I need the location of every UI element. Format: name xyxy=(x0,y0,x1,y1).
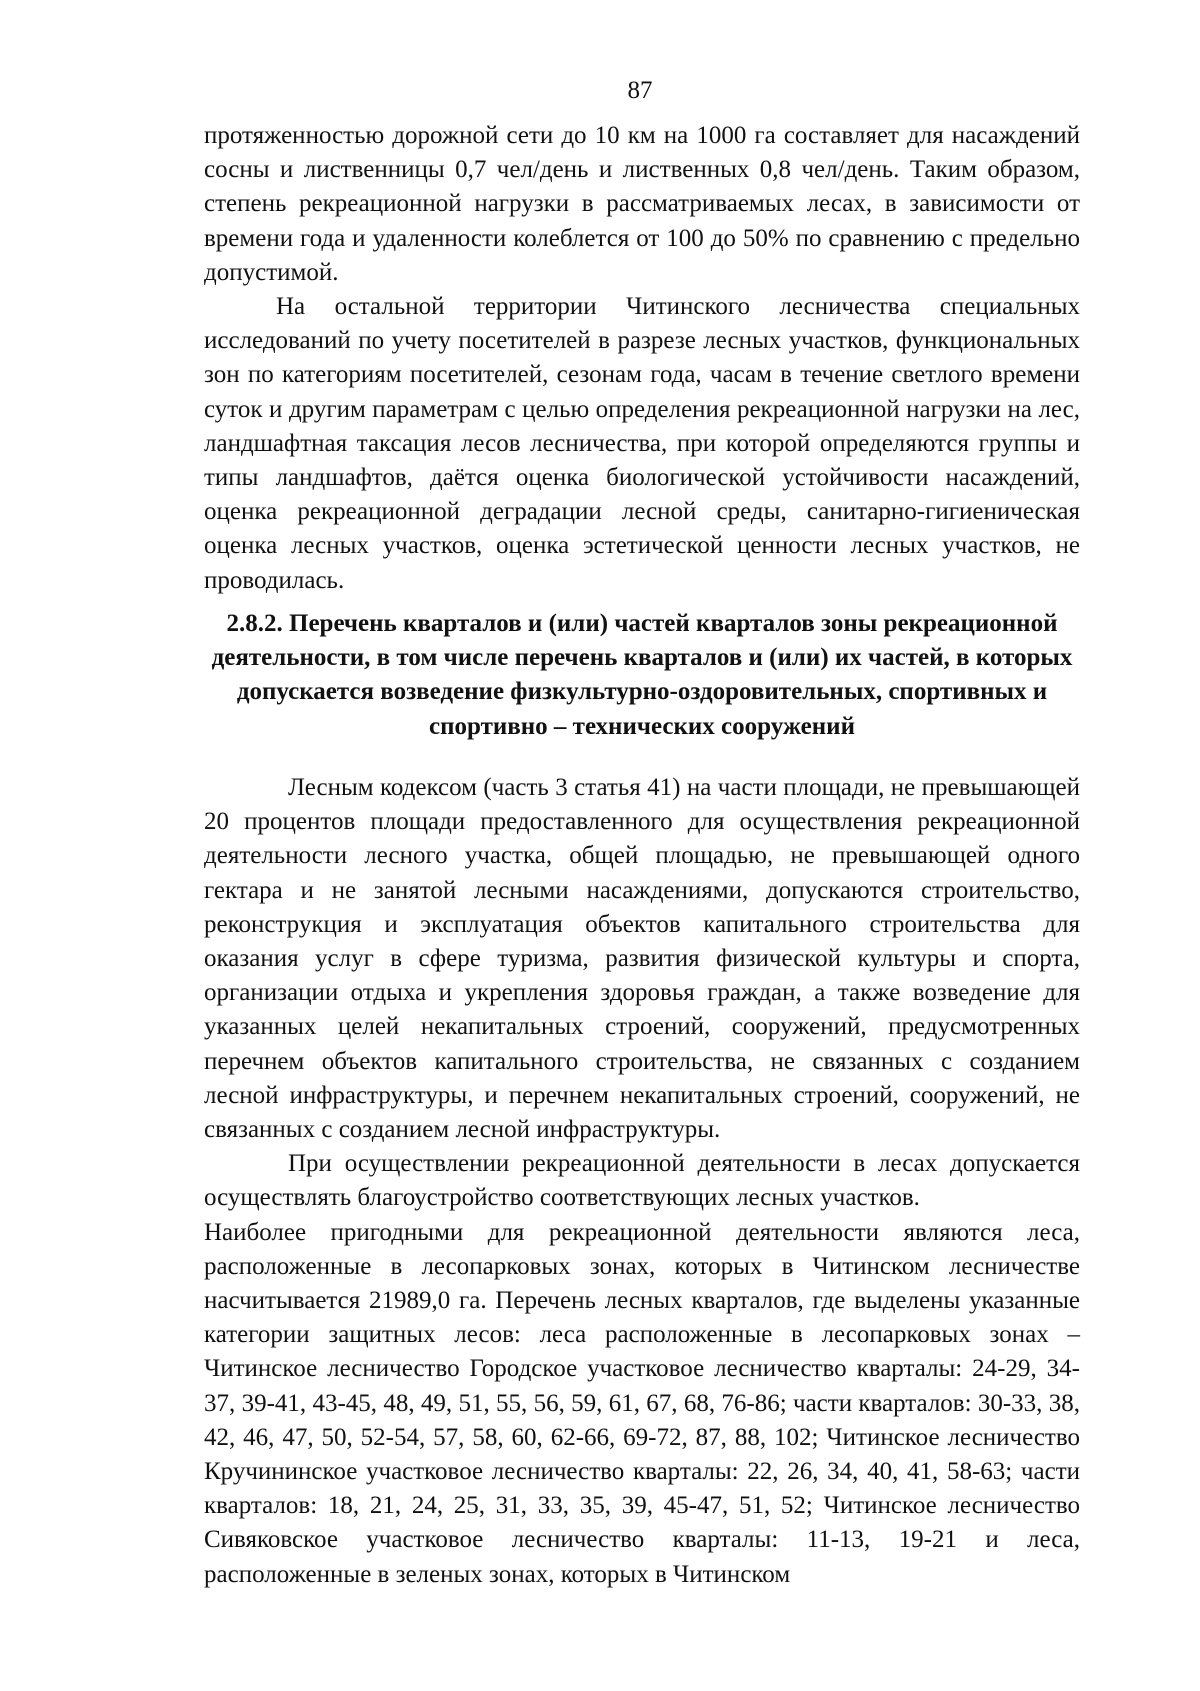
paragraph-continuation: протяженностью дорожной сети до 10 км на 1000 га составляет для насаждений сосны и лиственницы 0,7 чел/день и лиственных 0,8 чел/день. Таким образом, степень рекреационной нагрузки в рассматриваемых лесах, в зависимости от времени года и удаленности колеблется от 100 до 50% по сравнению с предельно допустимой. xyxy=(204,122,1080,286)
intro-text-block xyxy=(204,119,1080,598)
page-number: 87 xyxy=(627,77,653,104)
section-body-text xyxy=(204,771,1080,1592)
section-heading: 2.8.2. Перечень кварталов и (или) частей кварталов зоны рекреационной деятельности, в том числе перечень кварталов и (или) их частей, в которых допускается возведение физкультурно-оздоровительных, спортивных и спортивно – технических сооружений xyxy=(211,610,1073,740)
paragraph-studies: На остальной территории Читинского лесничества специальных исследований по учету посетителей в разрезе лесных участков, функциональных зон по категориям посетителей, сезонам года, часам в течение светлого времени суток и другим параметрам с целью определения рекреационной нагрузки на лес, ландшафтная таксация лесов лесничества, при которой определяются группы и типы ландшафтов, даётся оценка биологической устойчивости насаждений, оценка рекреационной деградации лесной среды, санитарно-гигиеническая оценка лесных участков, оценка эстетической ценности лесных участков, не проводилась. xyxy=(204,293,1080,594)
paragraph-improvement: При осуществлении рекреационной деятельности в лесах допускается осуществлять благоустройство соответствующих лесных участков. xyxy=(204,1150,1080,1212)
paragraph-forest-code: Лесным кодексом (часть 3 статья 41) на части площади, не превышающей 20 процентов площади предоставленного для осуществления рекреационной деятельности лесного участка, общей площадью, не превышающей одного гектара и не занятой лесными насаждениями, допускаются строительство, реконструкция и эксплуатация объектов капитального строительства для оказания услуг в сфере туризма, развития физической культуры и спорта, организации отдыха и укрепления здоровья граждан, а также возведение для указанных целей некапитальных строений, сооружений, предусмотренных перечнем объектов капитального строительства, не связанных с созданием лесной инфраструктуры, и перечнем некапитальных строений, сооружений, не связанных с созданием лесной инфраструктуры. xyxy=(204,774,1080,1144)
paragraph-forest-park-zones: Наиболее пригодными для рекреационной деятельности являются леса, расположенные в лесопарковых зонах, которых в Читинском лесничестве насчитывается 21989,0 га. Перечень лесных кварталов, где выделены указанные категории защитных лесов: леса расположенные в лесопарковых зонах – Читинское лесничество Городское участковое лесничество кварталы: 24-29, 34-37, 39-41, 43-45, 48, 49, 51, 55, 56, 59, 61, 67, 68, 76-86; части кварталов: 30-33, 38, 42, 46, 47, 50, 52-54, 57, 58, 60, 62-66, 69-72, 87, 88, 102; Читинское лесничество Кручининское участковое лесничество кварталы: 22, 26, 34, 40, 41, 58-63; части кварталов: 18, 21, 24, 25, 31, 33, 35, 39, 45-47, 51, 52; Читинское лесничество Сивяковское участковое лесничество кварталы: 11-13, 19-21 и леса, расположенные в зеленых зонах, которых в Читинском xyxy=(204,1218,1080,1588)
